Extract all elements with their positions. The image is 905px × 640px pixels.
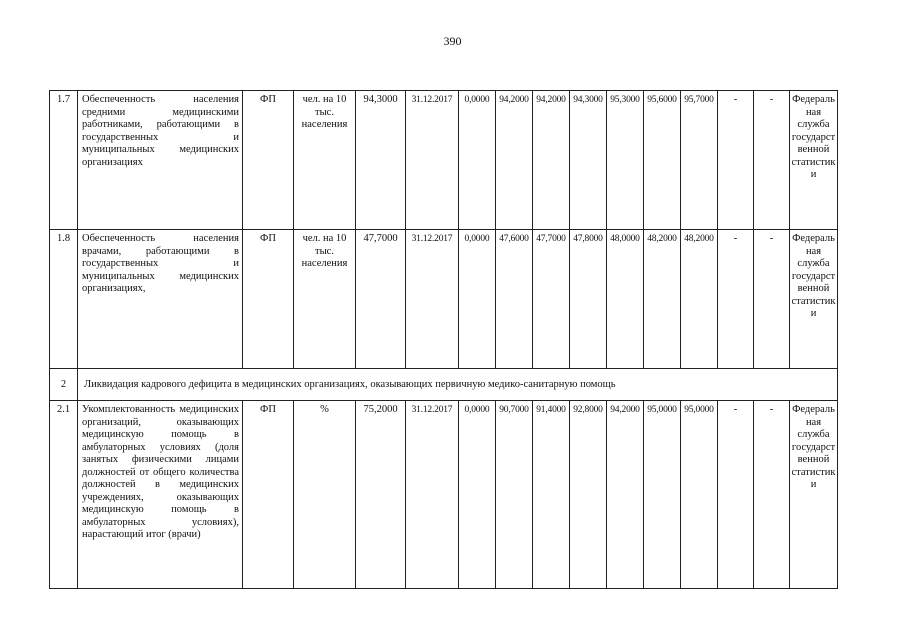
section-title: Ликвидация кадрового дефицита в медицинских организациях, оказывающих первичную медико-санитарную помощь xyxy=(78,369,838,401)
year-value: 95,0000 xyxy=(681,401,718,589)
table-row xyxy=(50,230,838,369)
empty-dash: - xyxy=(754,401,790,589)
year-value: 94,2000 xyxy=(533,91,570,230)
year-value: 90,7000 xyxy=(496,401,533,589)
row-number: 1.7 xyxy=(50,91,78,230)
year-value: 47,6000 xyxy=(496,230,533,369)
indicator-type: ФП xyxy=(243,401,294,589)
year-value: 0,0000 xyxy=(459,401,496,589)
table-row xyxy=(50,91,838,230)
indicator-name: Обеспеченность населения врачами, работающими в государственных и муниципальных медицинских организациях, xyxy=(78,230,243,369)
base-date: 31.12.2017 xyxy=(406,401,459,589)
table-row xyxy=(50,401,838,589)
unit-of-measure: чел. на 10 тыс. населения xyxy=(294,230,356,369)
year-value: 0,0000 xyxy=(459,91,496,230)
year-value: 95,0000 xyxy=(644,401,681,589)
empty-dash: - xyxy=(718,91,754,230)
base-value: 47,7000 xyxy=(356,230,406,369)
base-value: 75,2000 xyxy=(356,401,406,589)
year-value: 95,7000 xyxy=(681,91,718,230)
year-value: 95,3000 xyxy=(607,91,644,230)
year-value: 94,2000 xyxy=(496,91,533,230)
base-value: 94,3000 xyxy=(356,91,406,230)
empty-dash: - xyxy=(718,401,754,589)
indicator-type: ФП xyxy=(243,91,294,230)
indicators-table xyxy=(49,90,838,589)
unit-of-measure: чел. на 10 тыс. населения xyxy=(294,91,356,230)
section-row xyxy=(50,369,838,401)
page-number: 390 xyxy=(443,34,462,48)
year-value: 47,8000 xyxy=(570,230,607,369)
unit-of-measure: % xyxy=(294,401,356,589)
indicator-name: Обеспеченность населения средними медицинскими работниками, работающими в государственных и муниципальных медицинских организациях xyxy=(78,91,243,230)
empty-dash: - xyxy=(718,230,754,369)
year-value: 0,0000 xyxy=(459,230,496,369)
base-date: 31.12.2017 xyxy=(406,230,459,369)
base-date: 31.12.2017 xyxy=(406,91,459,230)
indicator-name: Укомплектованность медицинских организаций, оказывающих медицинскую помощь в амбулаторных условиях (доля занятых физическими лицами должностей от общего количества должностей в медицинских учреждениях, оказывающих медицинскую помощь в амбулаторных условиях), нарастающий итог (врачи) xyxy=(78,401,243,589)
empty-dash: - xyxy=(754,91,790,230)
year-value: 48,0000 xyxy=(607,230,644,369)
indicator-type: ФП xyxy=(243,230,294,369)
data-source: Федеральная служба государственной статистики xyxy=(790,91,838,230)
year-value: 47,7000 xyxy=(533,230,570,369)
year-value: 48,2000 xyxy=(644,230,681,369)
row-number: 2.1 xyxy=(50,401,78,589)
year-value: 95,6000 xyxy=(644,91,681,230)
empty-dash: - xyxy=(754,230,790,369)
row-number: 1.8 xyxy=(50,230,78,369)
year-value: 48,2000 xyxy=(681,230,718,369)
year-value: 94,3000 xyxy=(570,91,607,230)
year-value: 92,8000 xyxy=(570,401,607,589)
year-value: 94,2000 xyxy=(607,401,644,589)
year-value: 91,4000 xyxy=(533,401,570,589)
data-source: Федеральная служба государственной статистики xyxy=(790,230,838,369)
data-source: Федеральная служба государственной статистики xyxy=(790,401,838,589)
section-number: 2 xyxy=(50,369,78,401)
